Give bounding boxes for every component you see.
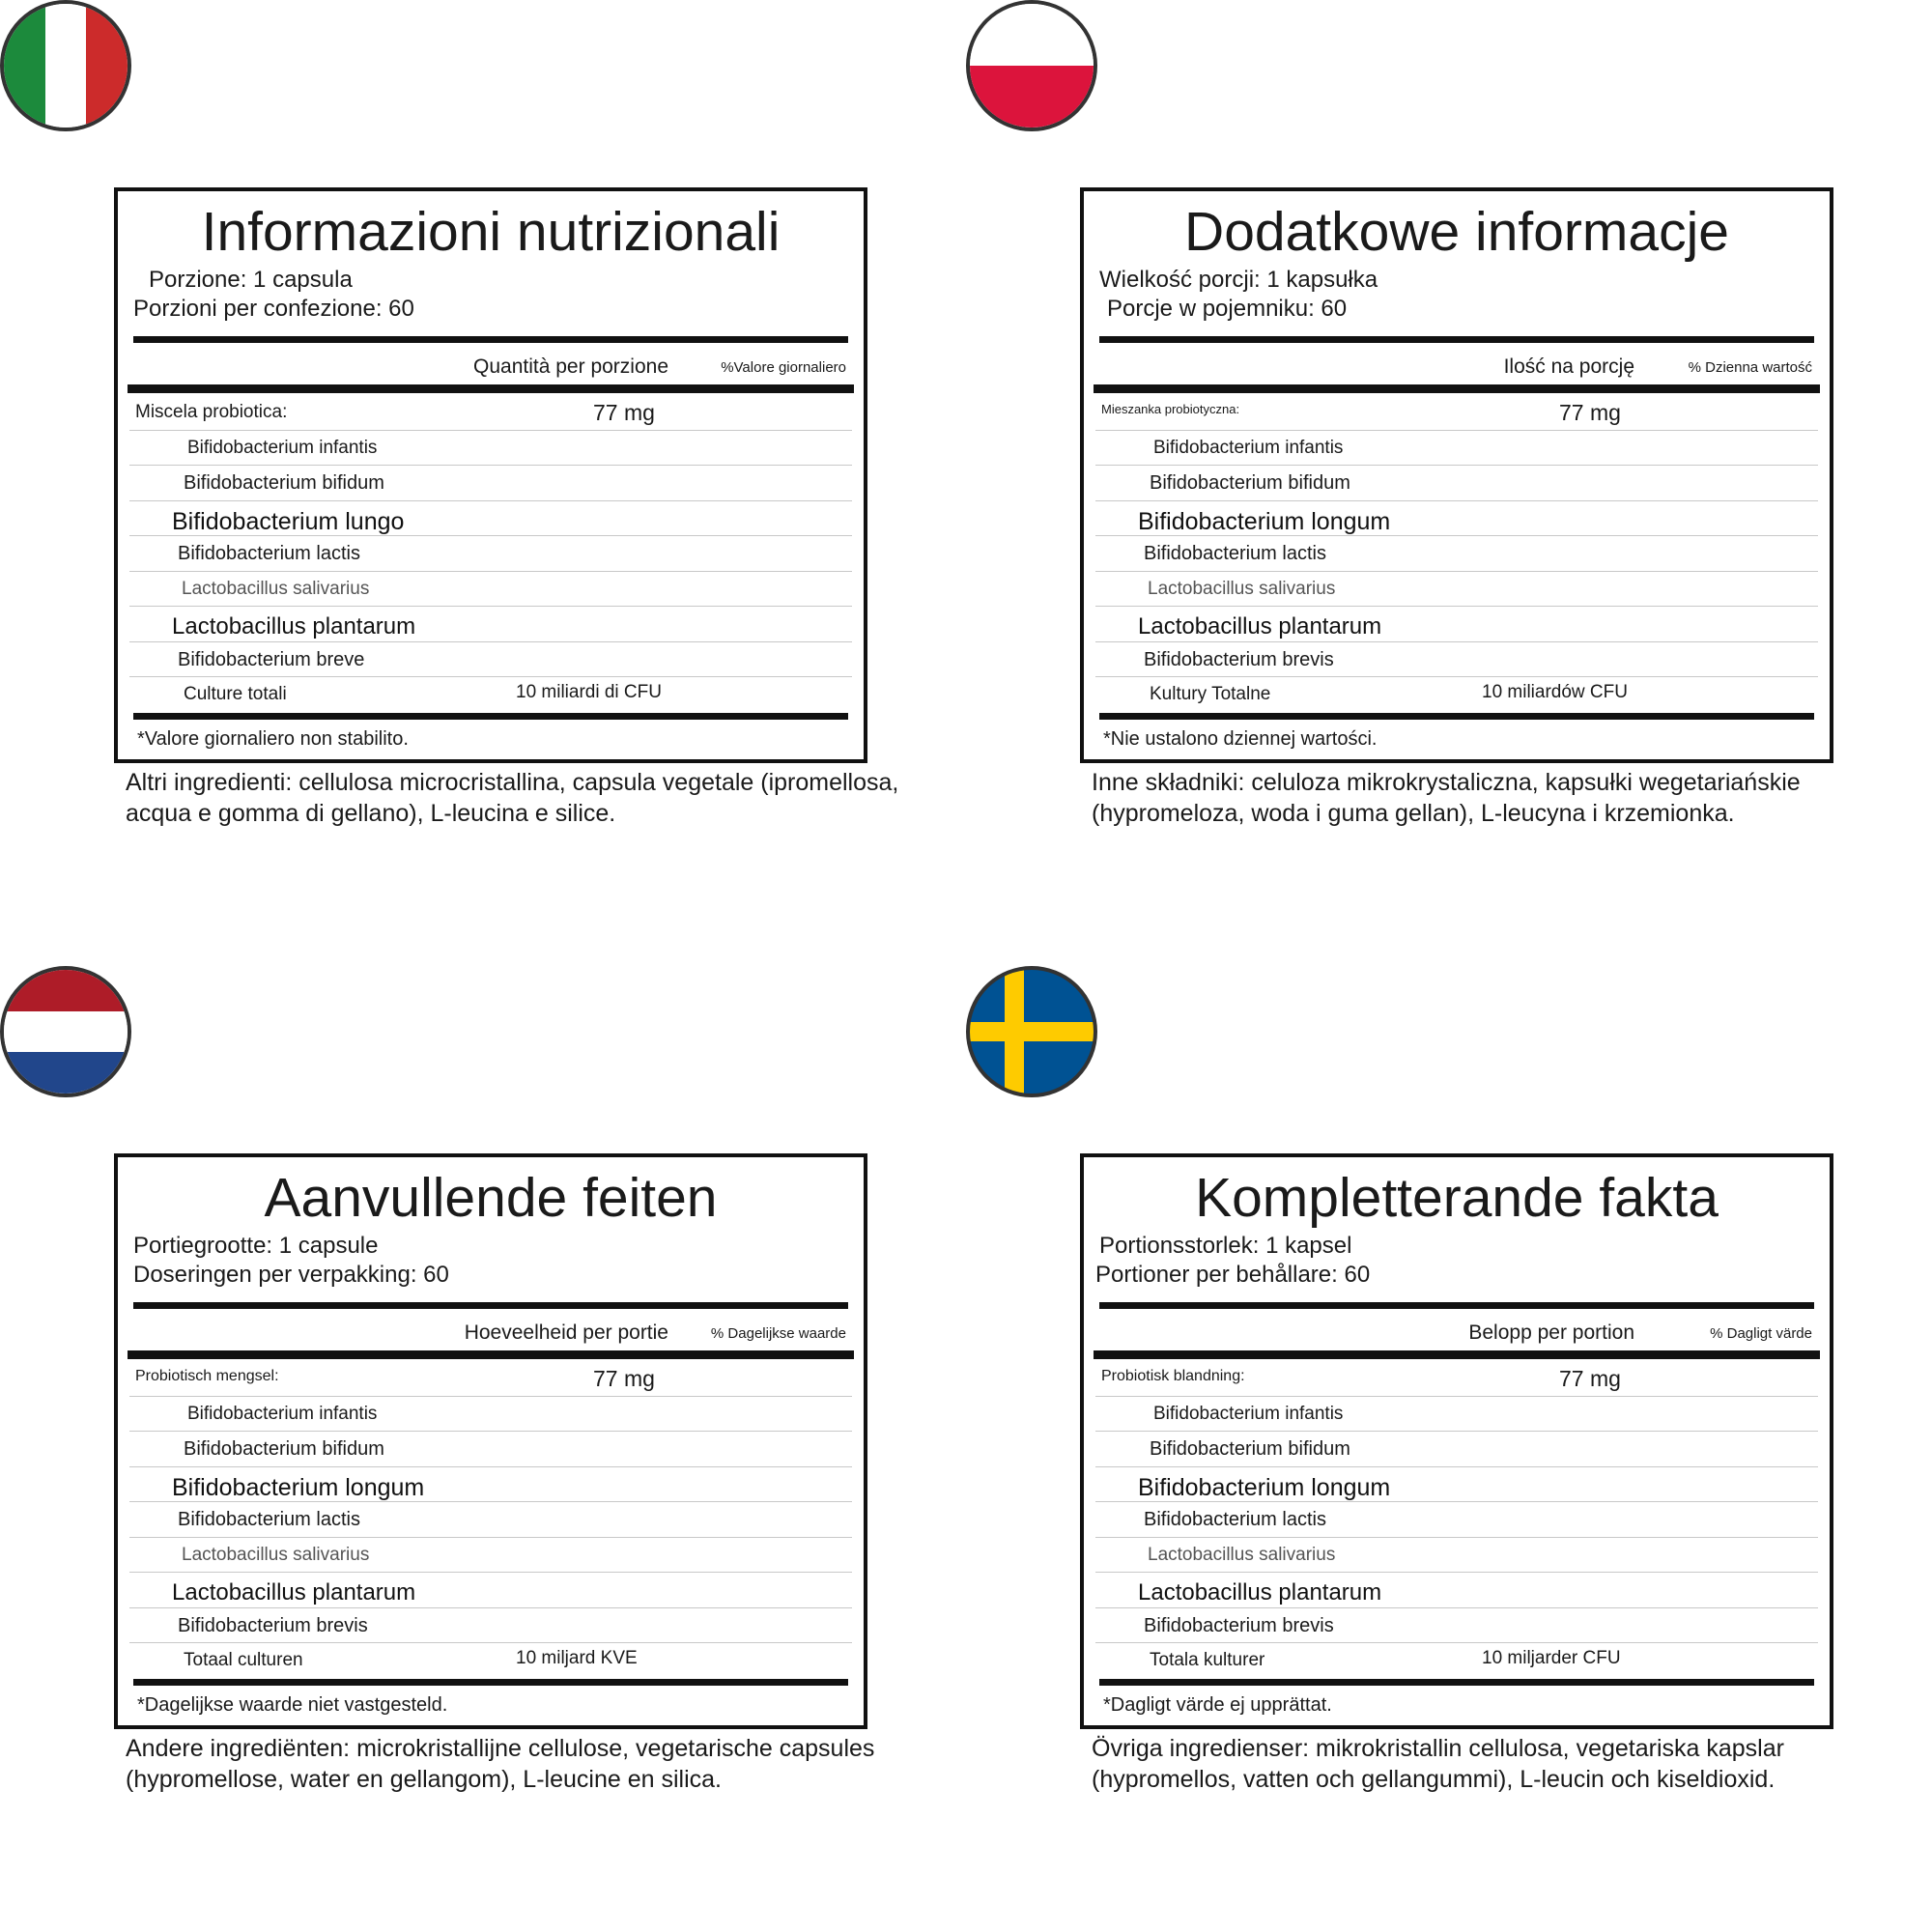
flag-band xyxy=(4,970,128,1011)
daily-value-header: %Valore giornaliero xyxy=(721,359,846,376)
flag-se-icon xyxy=(966,966,1097,1097)
blend-amount: 77 mg xyxy=(1559,400,1621,425)
strain-row xyxy=(129,571,852,608)
strain-name: Bifidobacterium lactis xyxy=(1144,1509,1326,1530)
divider-thick xyxy=(1099,1302,1814,1309)
divider-thick xyxy=(128,384,854,393)
blend-amount: 77 mg xyxy=(1559,1366,1621,1391)
strain-name: Bifidobacterium brevis xyxy=(1144,1614,1334,1636)
divider-thick xyxy=(1094,1350,1820,1359)
blend-row xyxy=(1095,394,1818,431)
strain-name: Lactobacillus plantarum xyxy=(1138,1579,1382,1605)
strain-name: Bifidobacterium bifidum xyxy=(1150,472,1350,494)
total-amount: 10 miliardi di CFU xyxy=(516,682,662,702)
daily-value-header: % Dzienna wartość xyxy=(1688,359,1812,376)
strain-name: Bifidobacterium infantis xyxy=(1153,1403,1344,1424)
strain-name: Bifidobacterium longum xyxy=(1138,1473,1391,1501)
strain-row xyxy=(1095,1431,1818,1467)
total-label: Totaal culturen xyxy=(184,1650,303,1670)
supplement-facts-panel xyxy=(114,1153,867,1729)
strain-row xyxy=(1095,1537,1818,1574)
flag-band xyxy=(970,66,1094,128)
strain-name: Bifidobacterium infantis xyxy=(1153,437,1344,458)
strain-row xyxy=(129,430,852,467)
strain-name: Bifidobacterium bifidum xyxy=(184,472,384,494)
blend-amount: 77 mg xyxy=(593,1366,655,1391)
strain-name: Bifidobacterium bifidum xyxy=(1150,1438,1350,1460)
total-cultures-row xyxy=(129,676,852,712)
divider-thick xyxy=(1099,713,1814,720)
strain-row xyxy=(129,1466,852,1503)
blend-amount: 77 mg xyxy=(593,400,655,425)
amount-per-serving-header: Ilość na porcję xyxy=(1503,355,1634,378)
blend-row xyxy=(129,1360,852,1397)
serving-size: Portionsstorlek: 1 kapsel xyxy=(1099,1233,1352,1259)
flag-band xyxy=(86,4,128,128)
strain-row xyxy=(129,1396,852,1433)
total-label: Kultury Totalne xyxy=(1150,684,1271,704)
strain-row xyxy=(129,1537,852,1574)
strain-name: Bifidobacterium longum xyxy=(1138,507,1391,535)
total-cultures-row xyxy=(1095,1642,1818,1678)
total-cultures-row xyxy=(129,1642,852,1678)
amount-per-serving-header: Quantità per porzione xyxy=(473,355,668,378)
strain-row xyxy=(129,1431,852,1467)
blend-label: Miscela probiotica: xyxy=(135,402,288,422)
strain-row xyxy=(1095,465,1818,501)
flag-band xyxy=(970,4,1094,67)
label-quadrant-pl xyxy=(966,0,1932,966)
strain-row xyxy=(129,465,852,501)
strain-row xyxy=(1095,1501,1818,1538)
strain-row xyxy=(129,1501,852,1538)
blend-row xyxy=(1095,1360,1818,1397)
strain-row xyxy=(1095,500,1818,537)
panel-title: Informazioni nutrizionali xyxy=(201,201,781,263)
strain-row xyxy=(1095,535,1818,572)
strain-name: Bifidobacterium bifidum xyxy=(184,1438,384,1460)
strain-row xyxy=(1095,1396,1818,1433)
strain-name: Lactobacillus salivarius xyxy=(182,578,370,599)
daily-value-header: % Dagligt värde xyxy=(1710,1325,1812,1342)
blend-label: Probiotisk blandning: xyxy=(1101,1368,1245,1384)
divider-thick xyxy=(128,1350,854,1359)
serving-size: Wielkość porcji: 1 kapsułka xyxy=(1099,267,1378,293)
servings-per-container: Portioner per behållare: 60 xyxy=(1095,1262,1371,1288)
strain-row xyxy=(1095,1466,1818,1503)
strain-row xyxy=(1095,571,1818,608)
label-quadrant-nl xyxy=(0,966,966,1932)
serving-size: Portiegrootte: 1 capsule xyxy=(133,1233,379,1259)
flag-nl-icon xyxy=(0,966,131,1097)
total-label: Culture totali xyxy=(184,684,287,704)
total-amount: 10 miljard KVE xyxy=(516,1648,638,1668)
servings-per-container: Doseringen per verpakking: 60 xyxy=(133,1262,449,1288)
divider-thick xyxy=(133,713,848,720)
flag-it-icon xyxy=(0,0,131,131)
strain-row xyxy=(1095,1607,1818,1644)
divider-thick xyxy=(1099,336,1814,343)
strain-row xyxy=(129,500,852,537)
blend-label: Mieszanka probiotyczna: xyxy=(1101,402,1240,416)
label-quadrant-se xyxy=(966,966,1932,1932)
panel-title: Aanvullende feiten xyxy=(264,1167,718,1229)
strain-name: Bifidobacterium lactis xyxy=(178,1509,360,1530)
strain-row xyxy=(129,1572,852,1608)
daily-value-header: % Dagelijkse waarde xyxy=(710,1325,846,1342)
total-cultures-row xyxy=(1095,676,1818,712)
label-quadrant-it xyxy=(0,0,966,966)
flag-band xyxy=(4,1011,128,1053)
footnote: *Nie ustalono dziennej wartości. xyxy=(1103,728,1378,750)
strain-name: Bifidobacterium infantis xyxy=(187,437,378,458)
strain-name: Lactobacillus plantarum xyxy=(1138,613,1382,639)
flag-band xyxy=(4,4,45,128)
strain-name: Lactobacillus plantarum xyxy=(172,1579,416,1605)
strain-name: Lactobacillus salivarius xyxy=(1148,578,1336,599)
strain-name: Bifidobacterium breve xyxy=(178,648,365,670)
amount-per-serving-header: Hoeveelheid per portie xyxy=(464,1321,668,1344)
strain-row xyxy=(129,1607,852,1644)
strain-name: Bifidobacterium lactis xyxy=(1144,543,1326,564)
flag-band xyxy=(45,4,87,128)
strain-row xyxy=(1095,430,1818,467)
divider-thick xyxy=(133,336,848,343)
amount-per-serving-header: Belopp per portion xyxy=(1468,1321,1634,1344)
serving-size: Porzione: 1 capsula xyxy=(149,267,353,293)
strain-name: Lactobacillus salivarius xyxy=(1148,1544,1336,1565)
footnote: *Dagligt värde ej upprättat. xyxy=(1103,1694,1332,1716)
other-ingredients: Altri ingredienti: cellulosa microcristallina, capsula vegetale (ipromellosa, acqua e gomma di gellano), L-leucina e silice. xyxy=(126,769,899,827)
total-amount: 10 miliardów CFU xyxy=(1482,682,1628,702)
blend-row xyxy=(129,394,852,431)
strain-name: Lactobacillus plantarum xyxy=(172,613,416,639)
blend-label: Probiotisch mengsel: xyxy=(135,1368,279,1384)
strain-name: Lactobacillus salivarius xyxy=(182,1544,370,1565)
divider-thick xyxy=(133,1679,848,1686)
strain-row xyxy=(129,641,852,678)
other-ingredients: Andere ingrediënten: microkristallijne cellulose, vegetarische capsules (hypromellose, water en gellangom), L-leucine en silica. xyxy=(126,1735,875,1793)
footnote: *Dagelijkse waarde niet vastgesteld. xyxy=(137,1694,448,1716)
divider-thick xyxy=(1094,384,1820,393)
strain-name: Bifidobacterium longum xyxy=(172,1473,425,1501)
panel-title: Kompletterande fakta xyxy=(1195,1167,1719,1229)
footnote: *Valore giornaliero non stabilito. xyxy=(137,728,409,750)
strain-row xyxy=(1095,606,1818,642)
strain-row xyxy=(129,606,852,642)
panel-title: Dodatkowe informacje xyxy=(1184,201,1729,263)
strain-row xyxy=(1095,1572,1818,1608)
strain-name: Bifidobacterium lactis xyxy=(178,543,360,564)
other-ingredients: Inne składniki: celuloza mikrokrystaliczna, kapsułki wegetariańskie (hypromeloza, woda i guma gellan), L-leucyna i krzemionka. xyxy=(1092,769,1801,827)
strain-row xyxy=(1095,641,1818,678)
supplement-facts-panel xyxy=(1080,187,1833,763)
servings-per-container: Porcje w pojemniku: 60 xyxy=(1107,296,1348,322)
divider-thick xyxy=(1099,1679,1814,1686)
strain-row xyxy=(129,535,852,572)
servings-per-container: Porzioni per confezione: 60 xyxy=(133,296,414,322)
other-ingredients: Övriga ingredienser: mikrokristallin cellulosa, vegetariska kapslar (hypromellos, vatten och gellangummi), L-leucin och kiseldioxid. xyxy=(1092,1735,1784,1793)
supplement-facts-panel xyxy=(114,187,867,763)
divider-thick xyxy=(133,1302,848,1309)
flag-cross-horizontal xyxy=(970,1022,1094,1041)
strain-name: Bifidobacterium brevis xyxy=(1144,648,1334,670)
total-amount: 10 miljarder CFU xyxy=(1482,1648,1621,1668)
strain-name: Bifidobacterium brevis xyxy=(178,1614,368,1636)
supplement-facts-panel xyxy=(1080,1153,1833,1729)
total-label: Totala kulturer xyxy=(1150,1650,1265,1670)
strain-name: Bifidobacterium lungo xyxy=(172,507,405,535)
strain-name: Bifidobacterium infantis xyxy=(187,1403,378,1424)
flag-pl-icon xyxy=(966,0,1097,131)
flag-band xyxy=(4,1052,128,1094)
